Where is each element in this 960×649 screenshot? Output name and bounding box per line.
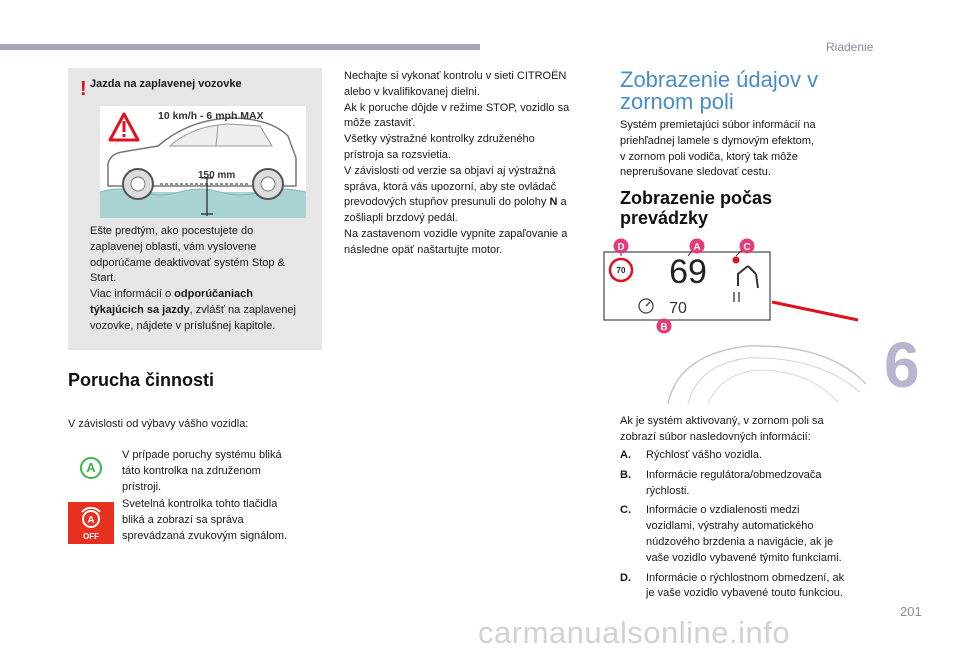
hud-cruise-value: 70	[669, 300, 687, 317]
text-line: alebo v kvalifikovanej dielni.	[344, 85, 480, 98]
text-line: prístroja sa rozsvietia.	[344, 148, 451, 161]
middle-text	[344, 69, 604, 259]
text-span: Viac informácií o	[90, 288, 175, 301]
text-line: zošliapli brzdový pedál.	[344, 212, 458, 225]
list-item	[620, 571, 870, 603]
text-line: odporúčame deaktivovať systém Stop &	[90, 256, 285, 269]
text-line: Všetky výstražné kontrolky združeného	[344, 133, 535, 146]
figure-depth-label: 150 mm	[198, 170, 236, 181]
text-line: núdzového brzdenia a navigácie, ak je	[646, 535, 834, 548]
text-line: správa, ktorá vás upozorní, aby ste ovládač	[344, 180, 557, 193]
flooded-road-figure	[100, 106, 306, 218]
warning-text	[90, 224, 318, 335]
text-line: Informácie o vzdialenosti medzi	[646, 504, 800, 517]
page-number: 201	[900, 604, 922, 619]
hud-title	[620, 69, 850, 113]
text-line: Ešte predtým, ako pocestujete do	[90, 225, 254, 237]
malfunction-item-2	[122, 497, 317, 544]
text-line: priehľadnej lamele s dymovým efektom,	[620, 134, 814, 147]
list-item-key: C.	[620, 504, 631, 517]
flooded-car-illustration	[100, 106, 306, 218]
text-span: a	[557, 196, 567, 209]
warning-icon: !	[80, 78, 87, 100]
stop-start-off-button-icon	[68, 502, 114, 544]
text-line: je vaše vozidlo vybavené touto funkciou.	[646, 587, 843, 600]
text-line: Systém premietajúci súbor informácií na	[620, 119, 816, 131]
title-line: Zobrazenie údajov v	[620, 67, 819, 92]
gear-letter: N	[549, 196, 558, 209]
label-a: A	[693, 242, 701, 253]
title-line: zornom poli	[620, 89, 734, 114]
label-d: D	[617, 242, 625, 253]
text-line: Ak je systém aktivovaný, v zornom poli sa	[620, 415, 824, 427]
label-c: C	[743, 242, 751, 253]
text-line: neprerušovane sledovať cestu.	[620, 166, 771, 179]
off-icon-letter: A	[87, 515, 95, 526]
speed-limit-sign-value: 70	[616, 266, 626, 275]
list-item	[620, 468, 870, 500]
text-line: V prípade poruchy systému bliká	[122, 449, 282, 461]
text-line: vaše vozidlo vybavené týmito funkciami.	[646, 551, 842, 564]
hud-active-text	[620, 414, 870, 446]
heading-line: Zobrazenie počas	[620, 188, 773, 208]
watermark: carmanualsonline.info	[478, 615, 791, 649]
text-line: Start.	[90, 272, 117, 285]
off-icon-label: OFF	[83, 532, 99, 541]
text-line: táto kontrolka na združenom	[122, 464, 261, 477]
text-line: v zornom poli vodiča, ktorý tak môže	[620, 150, 798, 163]
text-line	[90, 303, 318, 319]
text-line: Na zastavenom vozidle vypnite zapaľovanie a	[344, 227, 568, 240]
label-b: B	[660, 322, 668, 333]
text-line: rýchlosti.	[646, 484, 690, 497]
text-line: zobrazí súbor nasledovných informácií:	[620, 430, 811, 443]
text-line: prístroji.	[122, 480, 162, 493]
auto-stop-start-icon: A	[80, 457, 102, 479]
text-line: bliká a zobrazí sa správa	[122, 513, 244, 526]
list-item	[620, 448, 870, 464]
text-line: zaplavenej oblasti, vám vyslovene	[90, 240, 257, 253]
list-item-key: B.	[620, 468, 631, 481]
text-line	[90, 287, 318, 303]
header-bar	[0, 44, 480, 50]
text-line	[344, 195, 604, 211]
list-item-key: A.	[620, 449, 631, 461]
hud-subheading	[620, 188, 772, 228]
malfunction-heading: Porucha činnosti	[68, 370, 215, 390]
heading-line: prevádzky	[620, 208, 709, 228]
text-line: V závislosti od verzie sa objaví aj výstražná	[344, 164, 556, 177]
figure-speed-label: 10 km/h - 6 mph MAX	[158, 110, 264, 122]
text-line: Rýchlosť vášho vozidla.	[646, 449, 763, 461]
text-line: Informácie regulátora/obmedzovača	[646, 468, 822, 481]
text-line: Nechajte si vykonať kontrolu v sieti CITROËN	[344, 70, 567, 82]
bold-text: odporúčaniach	[174, 288, 254, 301]
hud-info-list	[620, 448, 870, 606]
chapter-number: 6	[884, 329, 920, 401]
hud-intro	[620, 118, 870, 181]
text-span: prevodových stupňov presunuli do polohy	[344, 196, 550, 209]
a-off-icon	[68, 502, 114, 544]
text-line: Svetelná kontrolka tohto tlačidla	[122, 498, 278, 510]
text-line: sprevádzaná zvukovým signálom.	[122, 529, 288, 542]
hud-speed-value: 69	[669, 253, 707, 291]
hud-display-figure	[598, 234, 868, 408]
warning-title: Jazda na zaplavenej vozovke	[90, 78, 242, 90]
malfunction-intro: V závislosti od výbavy vášho vozidla:	[68, 418, 249, 430]
text-line: Informácie o rýchlostnom obmedzení, ak	[646, 571, 845, 584]
hud-illustration	[598, 234, 868, 408]
text-line: vozidlami, výstrahy automatického	[646, 520, 814, 533]
list-item-key: D.	[620, 571, 631, 584]
malfunction-item-1	[122, 448, 312, 495]
text-line: Ak k poruche dôjde v režime STOP, vozidlo sa	[344, 101, 570, 114]
section-name: Riadenie	[826, 40, 874, 54]
list-item	[620, 503, 870, 566]
text-line: následne opäť naštartujte motor.	[344, 243, 503, 256]
text-line: vozovke, nájdete v príslušnej kapitole.	[90, 319, 276, 332]
bold-text: týkajúcich sa jazdy	[90, 303, 190, 316]
text-span: , zvlášť na zaplavenej	[189, 303, 296, 316]
text-line: môže zastaviť.	[344, 117, 416, 130]
